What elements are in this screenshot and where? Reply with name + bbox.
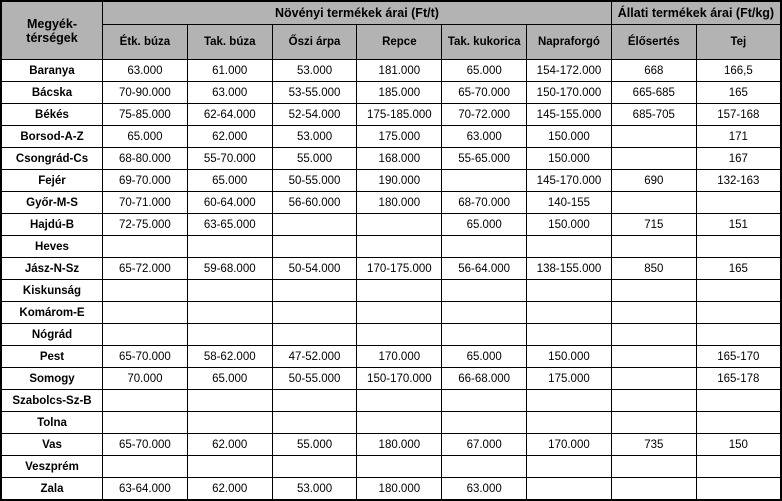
data-cell: 65-70.000 — [103, 434, 188, 456]
data-cell: 715 — [611, 214, 696, 236]
column-header-row — [1, 25, 781, 60]
data-cell — [187, 324, 272, 346]
data-cell — [611, 368, 696, 390]
data-cell — [611, 346, 696, 368]
data-cell: 171 — [696, 126, 781, 148]
data-cell — [272, 412, 357, 434]
data-cell — [272, 456, 357, 478]
data-cell: 63.000 — [187, 82, 272, 104]
data-cell: 150.000 — [527, 346, 612, 368]
data-cell: 175-185.000 — [357, 104, 442, 126]
data-cell: 50-55.000 — [272, 170, 357, 192]
data-cell: 170.000 — [527, 434, 612, 456]
data-cell — [187, 412, 272, 434]
data-cell: 65.000 — [103, 126, 188, 148]
data-cell — [527, 236, 612, 258]
data-cell: 56-64.000 — [442, 258, 527, 280]
table-row — [1, 258, 781, 280]
table-row — [1, 280, 781, 302]
table-row — [1, 302, 781, 324]
data-cell — [696, 390, 781, 412]
data-cell — [527, 390, 612, 412]
data-cell: 50-55.000 — [272, 368, 357, 390]
data-cell: 65.000 — [442, 346, 527, 368]
region-cell: Bácska — [1, 82, 103, 104]
data-cell — [357, 280, 442, 302]
table-header — [1, 1, 781, 60]
data-cell — [696, 280, 781, 302]
column-header-elosertes: Élősertés — [611, 25, 696, 60]
data-cell: 65-72.000 — [103, 258, 188, 280]
group-header-row — [1, 1, 781, 25]
data-cell — [272, 280, 357, 302]
data-cell: 63.000 — [442, 478, 527, 501]
data-cell: 50-54.000 — [272, 258, 357, 280]
region-cell: Veszprém — [1, 456, 103, 478]
data-cell: 151 — [696, 214, 781, 236]
data-cell — [272, 214, 357, 236]
data-cell: 150.000 — [527, 126, 612, 148]
data-cell: 145-155.000 — [527, 104, 612, 126]
data-cell: 165-178 — [696, 368, 781, 390]
data-cell — [357, 214, 442, 236]
table-row — [1, 478, 781, 501]
data-cell: 166,5 — [696, 60, 781, 82]
data-cell — [611, 390, 696, 412]
data-cell: 150.000 — [527, 214, 612, 236]
data-cell — [611, 478, 696, 501]
region-cell: Szabolcs-Sz-B — [1, 390, 103, 412]
data-cell — [611, 192, 696, 214]
data-cell: 157-168 — [696, 104, 781, 126]
data-cell: 53.000 — [272, 126, 357, 148]
data-cell: 735 — [611, 434, 696, 456]
region-cell: Nógrád — [1, 324, 103, 346]
region-cell: Pest — [1, 346, 103, 368]
data-cell — [527, 302, 612, 324]
data-cell — [527, 280, 612, 302]
data-cell: 668 — [611, 60, 696, 82]
data-cell — [611, 412, 696, 434]
table-row — [1, 412, 781, 434]
region-cell: Baranya — [1, 60, 103, 82]
data-cell: 55.000 — [272, 148, 357, 170]
data-cell — [696, 478, 781, 501]
table-row — [1, 324, 781, 346]
data-cell — [272, 390, 357, 412]
data-cell — [527, 324, 612, 346]
data-cell: 62-64.000 — [187, 104, 272, 126]
data-cell: 180.000 — [357, 434, 442, 456]
data-cell — [103, 302, 188, 324]
region-cell: Csongrád-Cs — [1, 148, 103, 170]
data-cell: 52-54.000 — [272, 104, 357, 126]
data-cell: 185.000 — [357, 82, 442, 104]
data-cell — [103, 456, 188, 478]
data-cell: 63-65.000 — [187, 214, 272, 236]
data-cell — [696, 302, 781, 324]
region-cell: Békés — [1, 104, 103, 126]
data-cell — [696, 192, 781, 214]
data-cell — [527, 412, 612, 434]
data-cell — [103, 412, 188, 434]
data-cell: 154-172.000 — [527, 60, 612, 82]
plant-products-group-header: Növényi termékek árai (Ft/t) — [103, 1, 612, 25]
data-cell: 70-72.000 — [442, 104, 527, 126]
data-cell: 175.000 — [357, 126, 442, 148]
data-cell: 181.000 — [357, 60, 442, 82]
data-cell — [611, 280, 696, 302]
table-row — [1, 170, 781, 192]
data-cell: 75-85.000 — [103, 104, 188, 126]
data-cell: 56-60.000 — [272, 192, 357, 214]
table-row — [1, 60, 781, 82]
data-cell — [442, 412, 527, 434]
data-cell: 66-68.000 — [442, 368, 527, 390]
data-cell — [103, 280, 188, 302]
data-cell: 69-70.000 — [103, 170, 188, 192]
data-cell: 70-71.000 — [103, 192, 188, 214]
region-column-header: Megyék- térségek — [1, 1, 103, 60]
region-cell: Fejér — [1, 170, 103, 192]
data-cell — [611, 302, 696, 324]
data-cell: 63.000 — [103, 60, 188, 82]
data-cell: 65.000 — [187, 368, 272, 390]
data-cell: 180.000 — [357, 192, 442, 214]
data-cell — [272, 302, 357, 324]
data-cell: 190.000 — [357, 170, 442, 192]
column-header-tak-kukorica: Tak. kukorica — [442, 25, 527, 60]
data-cell: 150-170.000 — [527, 82, 612, 104]
data-cell: 685-705 — [611, 104, 696, 126]
data-cell — [187, 456, 272, 478]
data-cell — [442, 302, 527, 324]
data-cell: 65.000 — [442, 60, 527, 82]
table-row — [1, 346, 781, 368]
data-cell — [442, 236, 527, 258]
data-cell — [696, 412, 781, 434]
data-cell — [357, 236, 442, 258]
data-cell: 55.000 — [272, 434, 357, 456]
table-row — [1, 236, 781, 258]
data-cell: 55-65.000 — [442, 148, 527, 170]
data-cell — [272, 236, 357, 258]
data-cell: 61.000 — [187, 60, 272, 82]
data-cell: 63-64.000 — [103, 478, 188, 501]
data-cell — [357, 302, 442, 324]
data-cell: 170-175.000 — [357, 258, 442, 280]
animal-products-group-header: Állati termékek árai (Ft/kg) — [611, 1, 781, 25]
data-cell: 67.000 — [442, 434, 527, 456]
data-cell — [442, 280, 527, 302]
data-cell — [187, 390, 272, 412]
data-cell: 165-170 — [696, 346, 781, 368]
data-cell: 53.000 — [272, 60, 357, 82]
table-row — [1, 214, 781, 236]
data-cell — [187, 236, 272, 258]
region-cell: Somogy — [1, 368, 103, 390]
region-cell: Vas — [1, 434, 103, 456]
data-cell — [357, 412, 442, 434]
table-row — [1, 148, 781, 170]
data-cell: 72-75.000 — [103, 214, 188, 236]
column-header-tej: Tej — [696, 25, 781, 60]
region-cell: Jász-N-Sz — [1, 258, 103, 280]
data-cell: 62.000 — [187, 126, 272, 148]
data-cell: 150-170.000 — [357, 368, 442, 390]
data-cell: 165 — [696, 258, 781, 280]
data-cell — [611, 324, 696, 346]
data-cell — [696, 324, 781, 346]
table-row — [1, 126, 781, 148]
data-cell: 59-68.000 — [187, 258, 272, 280]
data-cell — [611, 148, 696, 170]
data-cell — [442, 170, 527, 192]
data-cell: 65.000 — [442, 214, 527, 236]
data-cell: 850 — [611, 258, 696, 280]
table-row — [1, 390, 781, 412]
data-cell — [187, 302, 272, 324]
data-cell: 170.000 — [357, 346, 442, 368]
table-row — [1, 456, 781, 478]
data-cell: 65-70.000 — [442, 82, 527, 104]
data-cell: 60-64.000 — [187, 192, 272, 214]
data-cell — [696, 456, 781, 478]
column-header-repce: Repce — [357, 25, 442, 60]
region-cell: Tolna — [1, 412, 103, 434]
data-cell — [527, 456, 612, 478]
data-cell: 665-685 — [611, 82, 696, 104]
region-cell: Zala — [1, 478, 103, 501]
column-header-napraforgo: Napraforgó — [527, 25, 612, 60]
data-cell — [103, 324, 188, 346]
data-cell — [357, 456, 442, 478]
data-cell: 53-55.000 — [272, 82, 357, 104]
data-cell: 145-170.000 — [527, 170, 612, 192]
table-body — [1, 60, 781, 501]
region-cell: Kiskunság — [1, 280, 103, 302]
column-header-tak-buza: Tak. búza — [187, 25, 272, 60]
data-cell: 58-62.000 — [187, 346, 272, 368]
region-cell: Komárom-E — [1, 302, 103, 324]
data-cell: 65-70.000 — [103, 346, 188, 368]
table-row — [1, 434, 781, 456]
data-cell: 175.000 — [527, 368, 612, 390]
data-cell: 70-90.000 — [103, 82, 188, 104]
region-cell: Borsod-A-Z — [1, 126, 103, 148]
data-cell — [187, 280, 272, 302]
data-cell — [527, 478, 612, 501]
data-cell: 70.000 — [103, 368, 188, 390]
table-row — [1, 82, 781, 104]
data-cell: 165 — [696, 82, 781, 104]
region-cell: Hajdú-B — [1, 214, 103, 236]
data-cell — [442, 456, 527, 478]
data-cell: 68-70.000 — [442, 192, 527, 214]
region-cell: Győr-M-S — [1, 192, 103, 214]
data-cell — [442, 390, 527, 412]
data-cell — [272, 324, 357, 346]
data-cell: 62.000 — [187, 434, 272, 456]
data-cell — [103, 236, 188, 258]
data-cell: 690 — [611, 170, 696, 192]
column-header-oszi-arpa: Őszi árpa — [272, 25, 357, 60]
data-cell: 65.000 — [187, 170, 272, 192]
data-cell: 168.000 — [357, 148, 442, 170]
data-cell: 150.000 — [527, 148, 612, 170]
data-cell — [357, 324, 442, 346]
data-cell — [103, 390, 188, 412]
data-cell: 62.000 — [187, 478, 272, 501]
data-cell: 68-80.000 — [103, 148, 188, 170]
data-cell — [611, 456, 696, 478]
region-cell: Heves — [1, 236, 103, 258]
data-cell: 132-163 — [696, 170, 781, 192]
data-cell: 180.000 — [357, 478, 442, 501]
data-cell: 63.000 — [442, 126, 527, 148]
data-cell: 140-155 — [527, 192, 612, 214]
data-cell — [442, 324, 527, 346]
table-row — [1, 368, 781, 390]
data-cell: 53.000 — [272, 478, 357, 501]
data-cell: 55-70.000 — [187, 148, 272, 170]
data-cell: 47-52.000 — [272, 346, 357, 368]
column-header-etk-buza: Étk. búza — [103, 25, 188, 60]
table-row — [1, 192, 781, 214]
data-cell — [357, 390, 442, 412]
data-cell — [696, 236, 781, 258]
data-cell — [611, 236, 696, 258]
table-row — [1, 104, 781, 126]
data-cell: 150 — [696, 434, 781, 456]
data-cell — [611, 126, 696, 148]
data-cell: 138-155.000 — [527, 258, 612, 280]
data-cell: 167 — [696, 148, 781, 170]
